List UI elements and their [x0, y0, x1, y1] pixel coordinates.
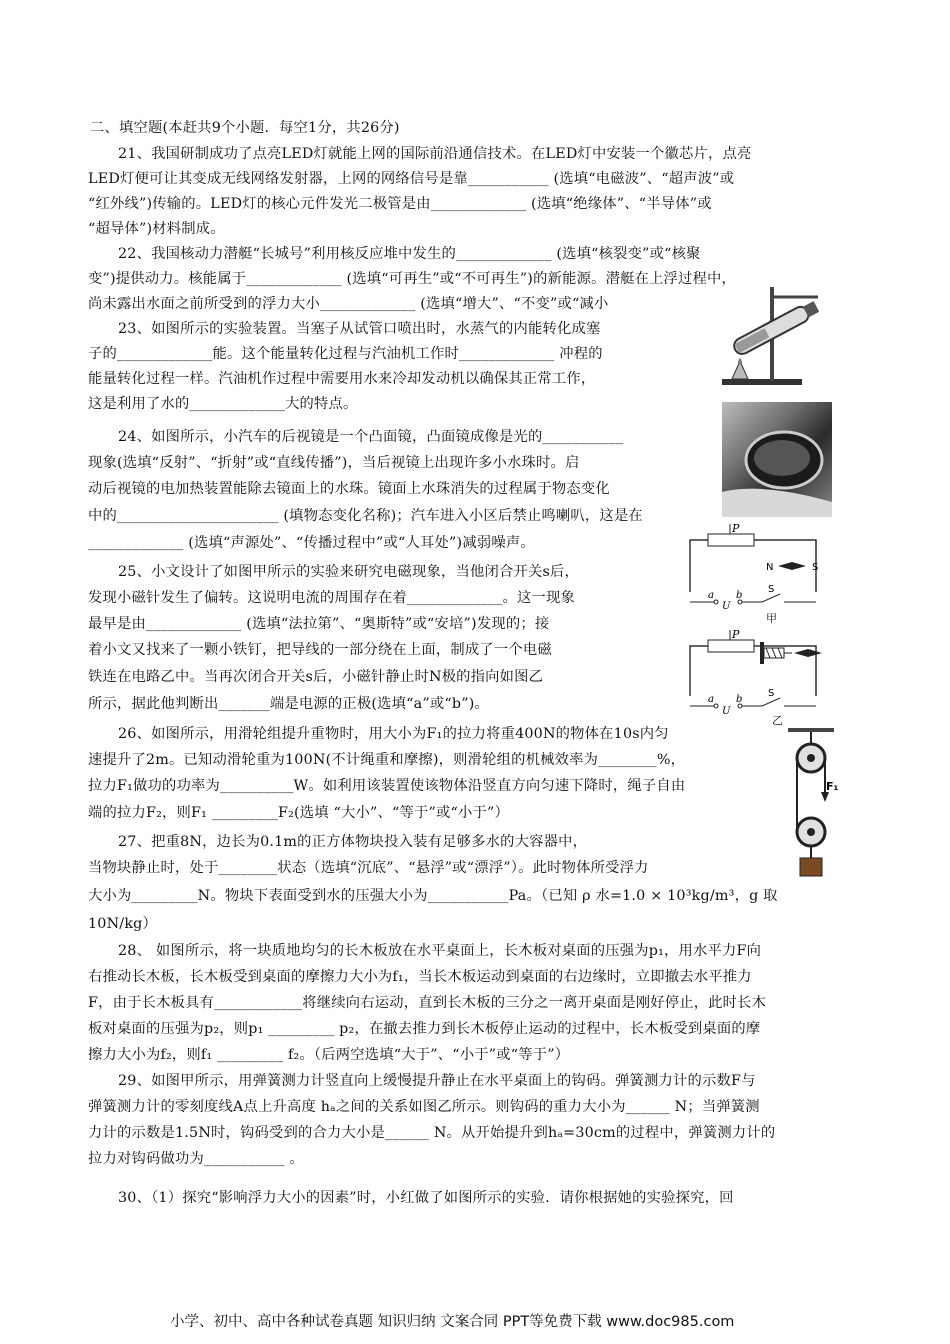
- text-line: “红外线”)传输的。LED灯的核心元件发光二极管是由_____________ (选填“绝缘体”、“半导体”或: [88, 196, 712, 212]
- circuit-jia-drawing: [688, 522, 838, 610]
- text-line: 右推动长木板，长木板受到桌面的摩擦力大小为f₁，当长木板运动到桌面的右边缘时，立即撤去水平推力: [88, 969, 752, 985]
- text-line: 中的______________________ (填物态变化名称)；汽车进入小区后禁止鸣喇叭，这是在: [88, 508, 643, 524]
- text-line: 29、如图甲所示，用弹簧测力计竖直向上缓慢提升静止在水平桌面上的钩码。弹簧测力计的示数F与: [118, 1073, 756, 1089]
- text-line: 所示，据此他判断出_______端是电源的正极(选填“a”或“b”)。: [88, 696, 490, 712]
- text-line: 现象(选填“反射”、“折射”或“直线传播”)，当后视镜上出现许多小水珠时。启: [88, 455, 580, 471]
- page-footer: 小学、初中、高中各种试卷真题 知识归纳 文案合同 PPT等免费下载 www.doc985.com: [170, 1314, 735, 1330]
- n-pole-label: N: [766, 562, 774, 573]
- text-line: 10N/kg）: [88, 916, 158, 932]
- terminal-b-label: b: [736, 590, 743, 601]
- rheostat-label: P: [732, 522, 740, 535]
- section-title: 二、填空题(本赶共9个小题．每空1分，共26分): [90, 120, 400, 136]
- switch-label-yi: S: [768, 688, 775, 699]
- text-line: 最早是由_____________ (选填“法拉第”、“奥斯特”或“安培”)发现的；接: [88, 616, 550, 632]
- text-line: 28、 如图所示，将一块质地均匀的长木板放在水平桌面上，长木板对桌面的压强为p₁，用水平力F向: [118, 943, 762, 959]
- voltage-label-yi: U: [722, 706, 731, 716]
- text-line: 速提升了2m。已知动滑轮重为100N(不计绳重和摩擦)，则滑轮组的机械效率为________%，: [88, 752, 686, 768]
- text-line: 尚未露出水面之前所受到的浮力大小_____________ (选填“增大”、“不变”或“减小: [88, 296, 609, 312]
- text-line: 24、如图所示，小汽车的后视镜是一个凸面镜，凸面镜成像是光的___________: [118, 429, 624, 445]
- circuit-jia-figure: [688, 522, 838, 610]
- terminal-b-label-yi: b: [736, 694, 743, 705]
- text-line: 弹簧测力计的零刻度线A点上升高度 hₐ之间的关系如图乙所示。则钩码的重力大小为______ N；当弹簧测: [88, 1099, 760, 1115]
- text-line: 22、我国核动力潜艇“长城号”利用核反应堆中发生的_____________ (选填“核裂变”或“核聚: [118, 246, 701, 262]
- test-tube-drawing: [718, 283, 830, 388]
- force-label: F₁: [826, 780, 839, 793]
- terminal-a-label-yi: a: [708, 694, 714, 705]
- text-line: 这是利用了水的_____________大的特点。: [88, 396, 358, 412]
- text-line: 拉力对钩码做功为___________ 。: [88, 1151, 305, 1167]
- text-line: 30、（1）探究“影响浮力大小的因素”时，小红做了如图所示的实验．请你根据她的实验探究，回: [118, 1190, 734, 1206]
- text-line: 着小文又找来了一颗小铁钉，把导线的一部分绕在上面，制成了一个电磁: [88, 642, 552, 658]
- terminal-a-label: a: [708, 590, 714, 601]
- text-line: 子的_____________能。这个能量转化过程与汽油机工作时_____________ 冲程的: [88, 346, 603, 362]
- text-line: 擦力大小为f₂，则f₁ _________ f₂。（后两空选填“大于”、“小于”或“等于”）: [88, 1047, 570, 1063]
- text-line: 23、如图所示的实验装置。当塞子从试管口喷出时，水蒸气的内能转化成塞: [118, 321, 601, 337]
- car-mirror-drawing: [722, 402, 832, 517]
- text-line: 铁连在电路乙中。当再次闭合开关s后，小磁针静止时N极的指向如图乙: [88, 669, 544, 685]
- voltage-label: U: [722, 601, 731, 610]
- text-line: F，由于长木板具有____________将继续向右运动，直到长木板的三分之一离开桌面是刚好停止，此时长木: [88, 995, 767, 1011]
- s-pole-label: S: [812, 562, 819, 573]
- text-line: 当物块静止时，处于________状态（选填“沉底”、“悬浮”或“漂浮”）。此时物体所受浮力: [88, 860, 649, 876]
- pulley-figure: [780, 728, 842, 878]
- switch-label: S: [768, 584, 775, 595]
- text-line: 21、我国研制成功了点亮LED灯就能上网的国际前沿通信技术。在LED灯中安装一个徽芯片，点亮: [118, 146, 752, 162]
- text-line: 动后视镜的电加热装置能除去镜面上的水珠。镜面上水珠消失的过程属于物态变化: [88, 481, 610, 497]
- figure-caption-yi: 乙: [772, 714, 783, 727]
- rheostat-label-yi: P: [732, 628, 740, 641]
- circuit-yi-drawing: [688, 626, 838, 716]
- test-tube-figure: [718, 283, 830, 388]
- text-line: 26、如图所示，用滑轮组提升重物时，用大小为F₁的拉力将重400N的物体在10s内匀: [118, 726, 669, 742]
- text-line: 力计的示数是1.5N时，钩码受到的合力大小是______ N。从开始提升到hₐ=30cm的过程中，弹簧测力计的: [88, 1125, 776, 1141]
- text-line: 发现小磁针发生了偏转。这说明电流的周围存在着_____________。这一现象: [88, 590, 575, 606]
- text-line: 板对桌面的压强为p₂，则p₁ _________ p₂，在撤去推力到长木板停止运动的过程中，长木板受到桌面的摩: [88, 1021, 761, 1037]
- text-line: “超导体”)材料制成。: [88, 221, 225, 237]
- text-line: _____________ (选填“声源处”、“传播过程中”或“人耳处”)减弱噪声。: [88, 535, 535, 551]
- text-line: 25、小文设计了如图甲所示的实验来研究电磁现象，当他闭合开关s后，: [118, 564, 580, 580]
- text-line: 端的拉力F₂，则F₁ _________F₂(选填 “大小”、“等于”或“小于”）: [88, 805, 510, 821]
- text-line: LED灯便可让其变成无线网络发射器，上网的网络信号是靠___________ (选填“电磁波”、“超声波”或: [88, 171, 735, 187]
- circuit-yi-figure: [688, 626, 838, 716]
- text-line: 变”)提供动力。核能属于_____________ (选填“可再生”或“不可再生”)的新能源。潜艇在上浮过程中，: [88, 271, 737, 287]
- text-line: 大小为_________N。物块下表面受到水的压强大小为___________Pa。（已知 ρ 水=1.0 × 10³kg/m³，g 取: [88, 888, 778, 904]
- figure-caption-jia: 甲: [766, 612, 777, 625]
- car-mirror-photo: [722, 402, 832, 517]
- pulley-drawing: [780, 728, 842, 878]
- text-line: 能量转化过程一样。汽油机作过程中需要用水来冷却发动机以确保其正常工作，: [88, 371, 596, 387]
- text-line: 27、把重8N，边长为0.1m的正方体物块投入装有足够多水的大容器中，: [118, 834, 588, 850]
- text-line: 拉力F₁做功的功率为__________W。如利用该装置使该物体沿竖直方向匀速下降时，绳子自由: [88, 778, 686, 794]
